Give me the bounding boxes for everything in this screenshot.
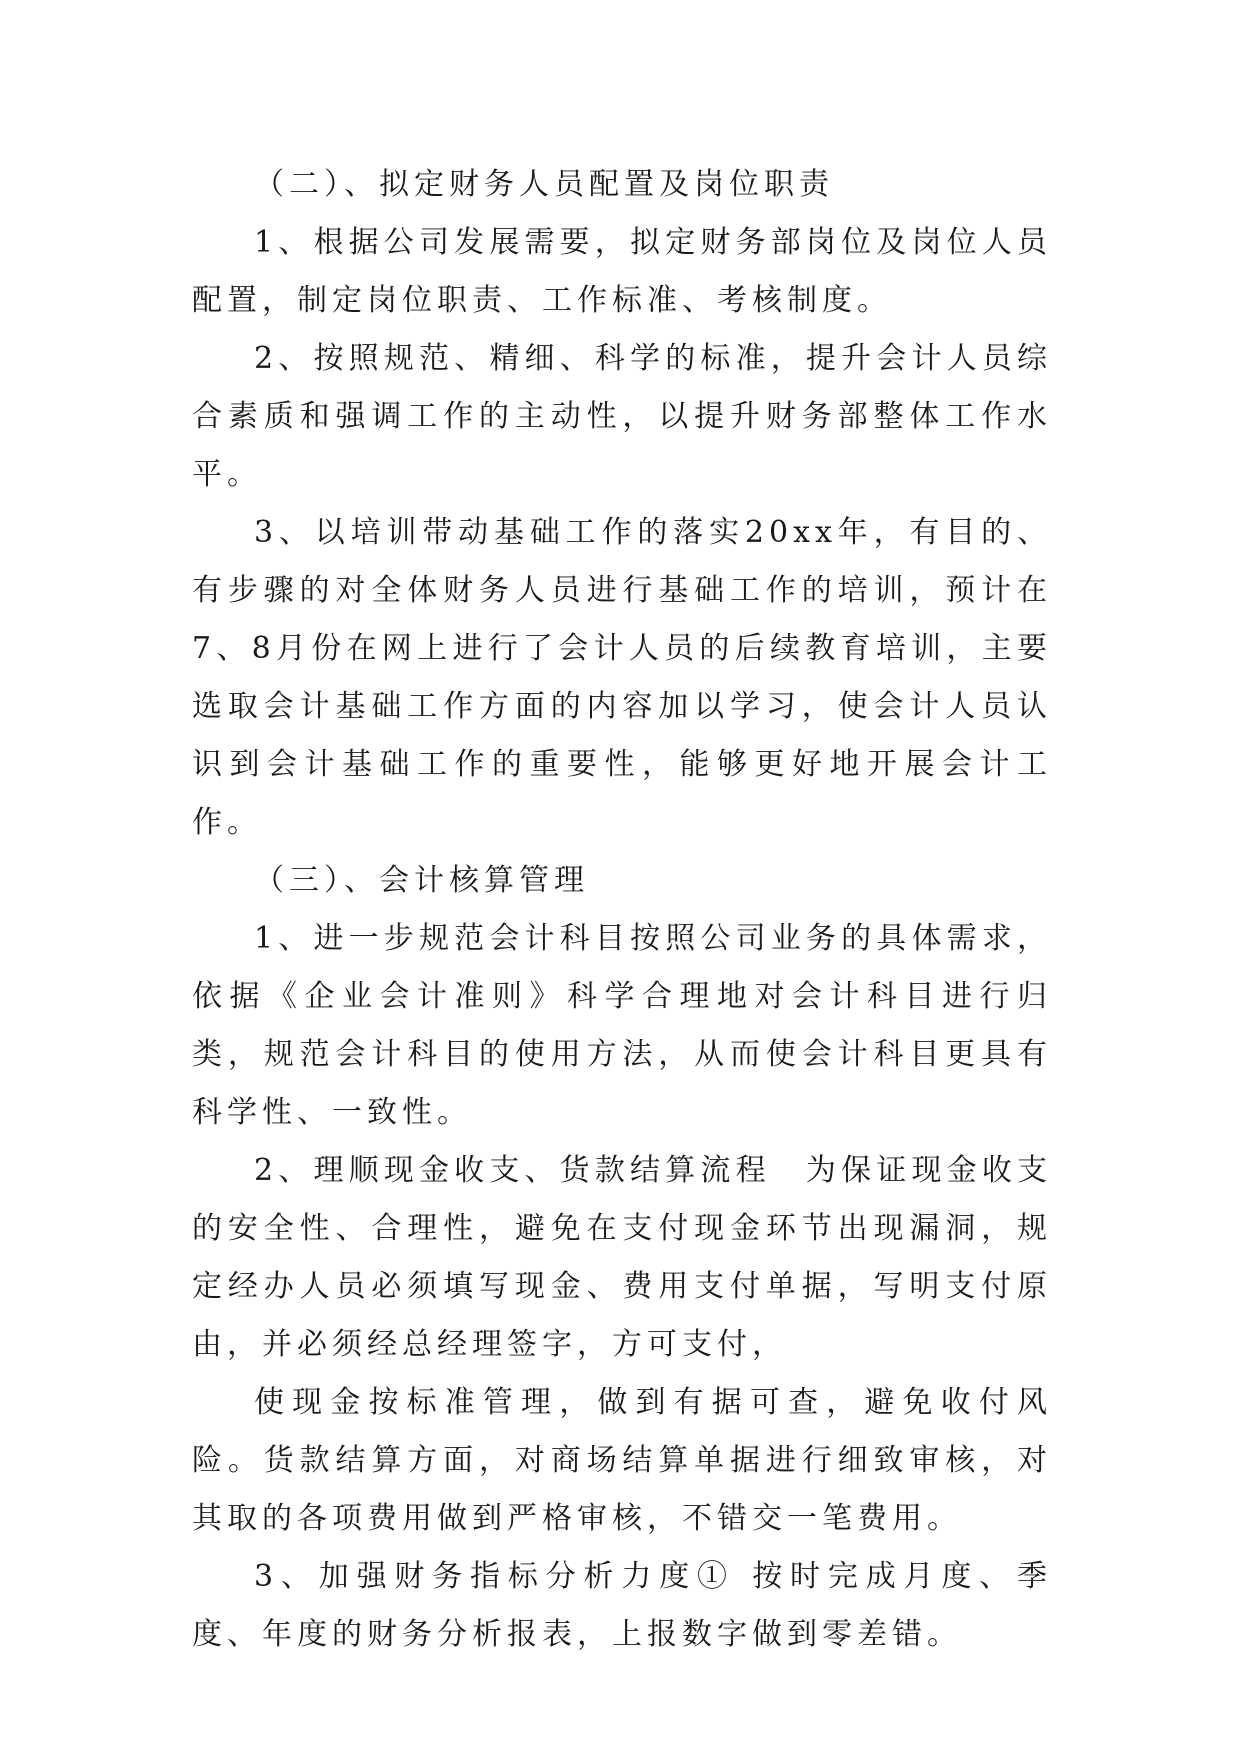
- paragraph-2-3: 3、以培训带动基础工作的落实20xx年，有目的、有步骤的对全体财务人员进行基础工作的培训，预计在7、8月份在网上进行了会计人员的后续教育培训，主要选取会计基础工作方面的内容加以学习，使会计人员认识到会计基础工作的重要性，能够更好地开展会计工作。: [192, 515, 1052, 840]
- document-body: [192, 156, 1052, 1664]
- section-heading-3: （三）、会计核算管理: [254, 863, 589, 898]
- paragraph-3-1: 1、进一步规范会计科目按照公司业务的具体需求，依据《企业会计准则》科学合理地对会计科目进行归类，规范会计科目的使用方法，从而使会计科目更具有科学性、一致性。: [192, 921, 1052, 1130]
- paragraph-3-2-continued: 使现金按标准管理，做到有据可查，避免收付风险。货款结算方面，对商场结算单据进行细致审核，对其取的各项费用做到严格审核，不错交一笔费用。: [192, 1385, 1052, 1536]
- paragraph-2-1: 1、根据公司发展需要，拟定财务部岗位及岗位人员配置，制定岗位职责、工作标准、考核制度。: [192, 225, 1052, 318]
- section-heading-2: （二）、拟定财务人员配置及岗位职责: [254, 167, 834, 202]
- paragraph-2-2: 2、按照规范、精细、科学的标准，提升会计人员综合素质和强调工作的主动性，以提升财务部整体工作水平。: [192, 341, 1052, 492]
- paragraph-3-2: 2、理顺现金收支、货款结算流程 为保证现金收支的安全性、合理性，避免在支付现金环节出现漏洞，规定经办人员必须填写现金、费用支付单据，写明支付原由，并必须经总经理签字，方可支付，: [192, 1153, 1052, 1362]
- paragraph-3-3: 3、加强财务指标分析力度① 按时完成月度、季度、年度的财务分析报表，上报数字做到零差错。: [192, 1559, 1052, 1652]
